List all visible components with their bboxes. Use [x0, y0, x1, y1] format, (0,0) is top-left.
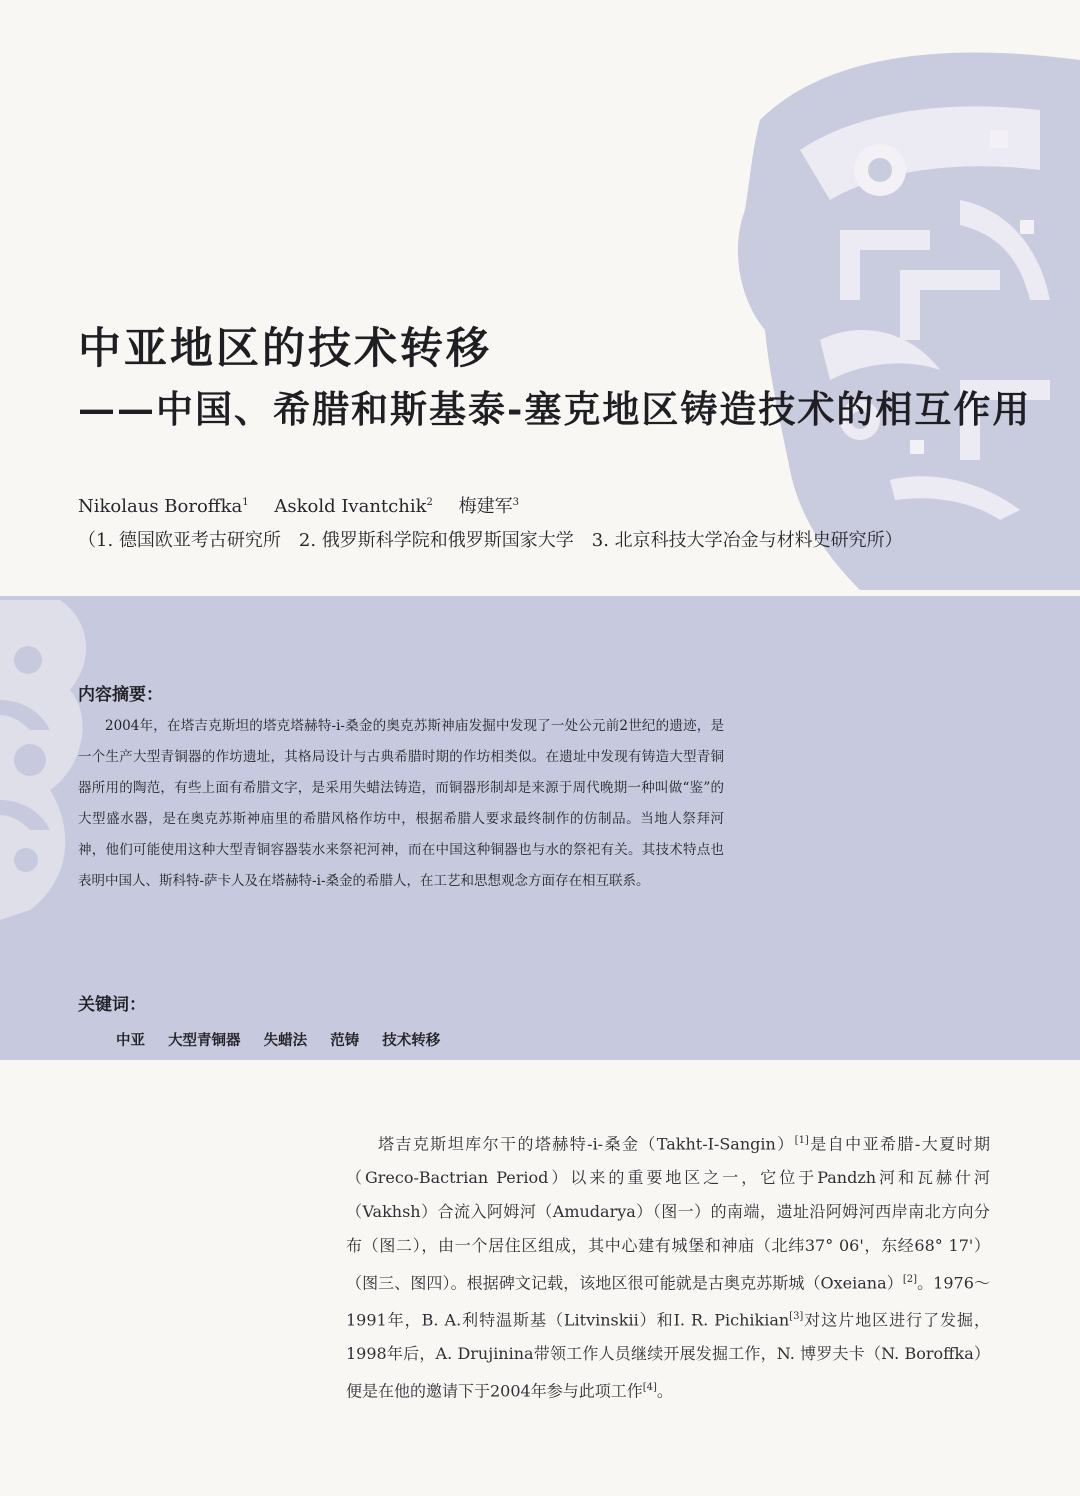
article-title: 中亚地区的技术转移: [78, 324, 492, 374]
author-list: [78, 492, 539, 518]
abstract-section: [78, 680, 724, 897]
author-3-sup: 3: [512, 497, 519, 508]
keyword-item: 技术转移: [382, 1032, 441, 1049]
body-text-part: 。: [656, 1380, 673, 1400]
reference-3: [3]: [789, 1310, 804, 1322]
reference-1: [1]: [794, 1135, 809, 1146]
keyword-item: 中亚: [116, 1032, 145, 1049]
affiliations: （1. 德国欧亚考古研究所 2. 俄罗斯科学院和俄罗斯国家大学 3. 北京科技大学冶金与材料史研究所）: [78, 530, 903, 551]
author-1-sup: 1: [242, 497, 249, 508]
body-text-part: 是自中亚希腊-大夏时期（Greco-Bactrian Period）以来的重要地区之一，它位于Pandzh河和瓦赫什河（Vakhsh）合流入阿姆河（Amudarya）（图一）的南端，遗址沿阿姆河西岸南北方向分布（图二），由一个居住区组成，其中心建有城堡和神庙（北纬37° 06'，东经68° 17'）（图三、图四）。根据碑文记载，该地区很可能就是古奥克苏斯城（Oxeiana）: [346, 1134, 990, 1292]
abstract-label: 内容摘要：: [78, 685, 163, 705]
author-3: [459, 496, 519, 517]
author-1-name: Nikolaus Boroffka: [78, 496, 243, 517]
author-2-sup: 2: [426, 497, 433, 508]
keywords-section: [78, 990, 458, 1050]
body-text-part: 塔吉克斯坦库尔干的塔赫特-i-桑金（Takht-I-Sangin）: [378, 1134, 795, 1154]
reference-4: [4]: [642, 1381, 657, 1393]
abstract-text: 2004年，在塔吉克斯坦的塔克塔赫特-i-桑金的奥克苏斯神庙发掘中发现了一处公元前2世纪的遗迹，是一个生产大型青铜器的作坊遗址，其格局设计与古典希腊时期的作坊相类似。在遗址中发现有铸造大型青铜器所用的陶范，有些上面有希腊文字，是采用失蜡法铸造，而铜器形制却是来源于周代晚期一种叫做“鉴”的大型盛水器，是在奥克苏斯神庙里的希腊风格作坊中，根据希腊人要求最终制作的仿制品。当地人祭拜河神，他们可能使用这种大型青铜容器装水来祭祀河神，而在中国这种铜器也与水的祭祀有关。其技术特点也表明中国人、斯科特-萨卡人及在塔赫特-i-桑金的希腊人，在工艺和思想观念方面存在相互联系。: [78, 718, 724, 889]
author-2: [274, 496, 433, 517]
keywords-label: 关键词：: [78, 995, 146, 1015]
keyword-list: [78, 1029, 458, 1050]
body-section: [346, 1124, 990, 1408]
author-2-name: Askold Ivantchik: [274, 496, 427, 517]
body-paragraph: [346, 1124, 990, 1408]
title-block: [78, 322, 1038, 432]
body-text-part: 对这片地区进行了发掘，1998年后，A. Drujinina带领工作人员继续开展发掘工作，N. 博罗夫卡（N. Boroffka）便是在他的邀请下于2004年参与此项工作: [346, 1309, 990, 1400]
keyword-item: 失蜡法: [263, 1032, 308, 1049]
keyword-item: 范铸: [330, 1032, 360, 1049]
article-subtitle: ——中国、希腊和斯基泰-塞克地区铸造技术的相互作用: [78, 387, 1032, 431]
author-1: [78, 496, 249, 517]
reference-2: [2]: [902, 1273, 917, 1285]
body-text-part: 。1976～1991年，B. A.利特温斯基（Litvinskii）和I. R. Pichikian: [346, 1272, 990, 1329]
keyword-item: 大型青铜器: [168, 1032, 241, 1049]
author-3-name: 梅建军: [458, 496, 513, 517]
